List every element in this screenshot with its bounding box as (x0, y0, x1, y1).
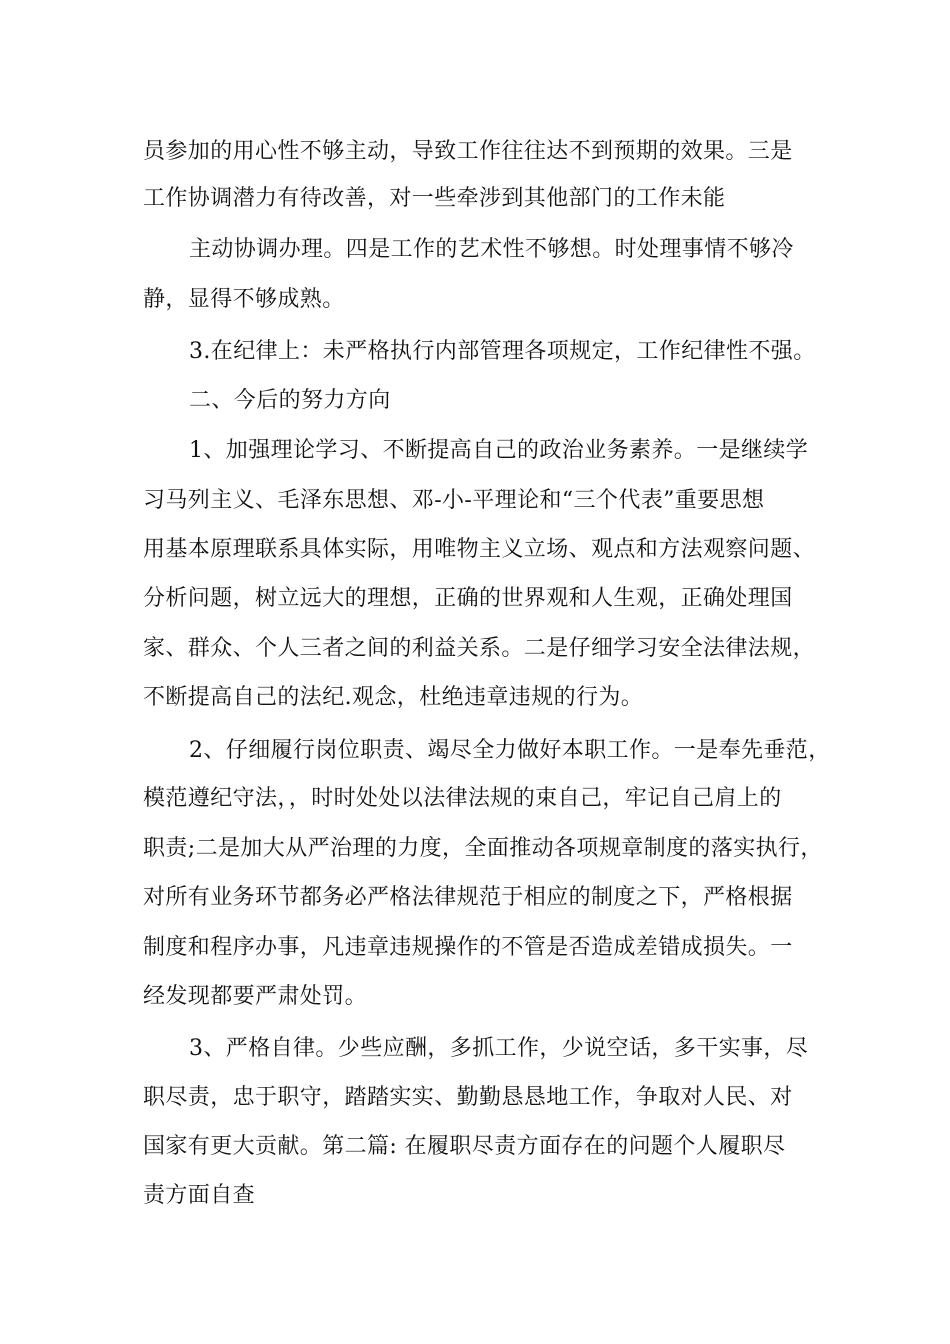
text-line: 对所有业务环节都务必严格法律规范于相应的制度之下，严格根据 (143, 885, 793, 910)
text-line: 模范遵纪守法，，时时处处以法律法规的束自己，牢记自己肩上的 (143, 786, 782, 811)
text-line: 职尽责，忠于职守，踏踏实实、勤勤恳恳地工作，争取对人民、对 (143, 1085, 793, 1110)
text-line: 分析问题，树立远大的理想，正确的世界观和人生观，正确处理国 (143, 586, 793, 611)
text-line: 国家有更大贡献。第二篇: 在履职尽责方面存在的问题个人履职尽 (143, 1134, 786, 1159)
text-line: 经发现都要严肃处罚。 (143, 984, 368, 1009)
text-line: 3、严格自律。少些应酬，多抓工作，少说空话，多干实事，尽 (189, 1036, 809, 1061)
text-line: 3.在纪律上：未严格执行内部管理各项规定，工作纪律性不强。 (189, 339, 816, 364)
text-line: 不断提高自己的法纪.观念，杜绝违章违规的行为。 (143, 685, 644, 710)
text-line: 家、群众、个人三者之间的利益关系。二是仔细学习安全法律法规， (143, 636, 816, 661)
text-line: 习马列主义、毛泽东思想、邓-小-平理论和“三个代表”重要思想 (143, 488, 765, 513)
text-line: 制度和程序办事，凡违章违规操作的不管是否造成差错成损失。一 (143, 935, 793, 960)
section-heading: 二、今后的努力方向 (189, 388, 391, 413)
text-line: 静，显得不够成熟。 (143, 287, 345, 312)
text-line: 2、仔细履行岗位职责、竭尽全力做好本职工作。一是奉先垂范， (189, 738, 831, 763)
text-line: 工作协调潜力有待改善，对一些牵涉到其他部门的工作未能 (143, 186, 726, 211)
text-line: 职责;二是加大从严治理的力度，全面推动各项规章制度的落实执行， (143, 836, 823, 861)
text-line: 1、加强理论学习、不断提高自己的政治业务素养。一是继续学 (189, 438, 809, 463)
text-line: 责方面自查 (143, 1183, 256, 1208)
text-line: 主动协调办理。四是工作的艺术性不够想。时处理事情不够冷 (189, 237, 794, 262)
text-line: 员参加的用心性不够主动，导致工作往往达不到预期的效果。三是 (143, 139, 793, 164)
text-line: 用基本原理联系具体实际，用唯物主义立场、观点和方法观察问题、 (143, 537, 816, 562)
